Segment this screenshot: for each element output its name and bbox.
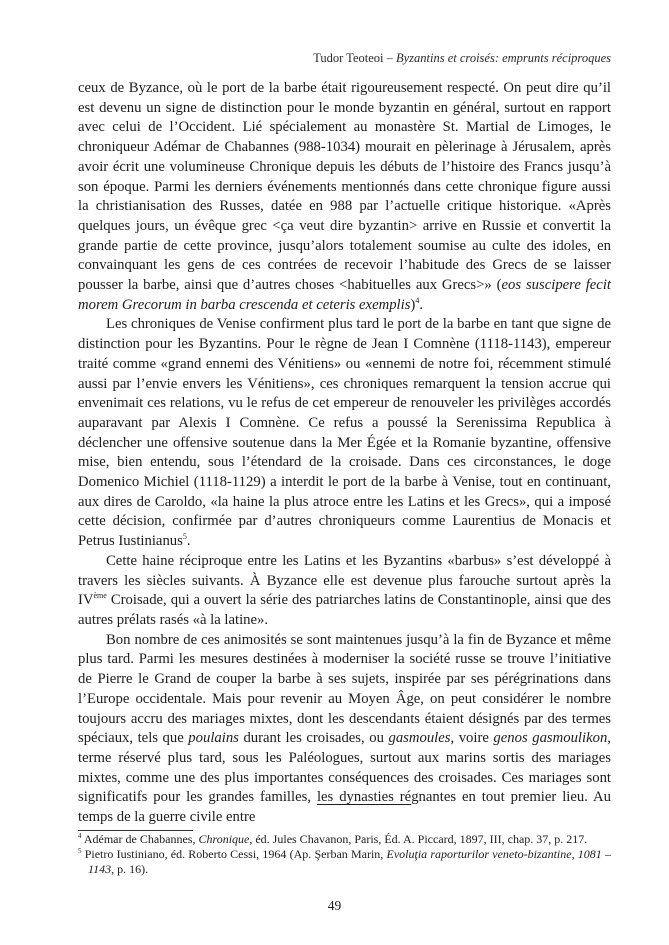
footnote-rule <box>78 830 193 831</box>
paragraph-4 <box>78 631 611 828</box>
footnote-ref-5[interactable]: 5 <box>182 532 187 542</box>
paragraph-3-text: Cette haine réciproque entre les Latins et les Byzantins «barbus» s’est développé à travers les siècles suivants. À Byzance elle est devenue plus farouche surtout après la IV <box>78 552 611 609</box>
header-author: Tudor Teoteoi <box>313 51 384 65</box>
footnote-5 <box>78 847 611 877</box>
paragraph-3-text-end: Croisade, qui a ouvert la série des patriarches latins de Constantinople, ainsi que des autres prélats rasés «à la latine». <box>78 592 611 628</box>
paragraph-2-text: Les chroniques de Venise confirment plus tard le port de la barbe en tant que signe de distinction pour les Byzantins. Pour le règne de Jean I Comnène (1118-1143), empereur traité comme «grand ennemi des Vénitiens» ou «ennemi de notre foi, récemment stimulé aussi par l’envie envers les Vénitiens», ces chroniques remarquent la tension accrue qui envenimait ces relations, vu le refus de cet empereur de renouveler les privilèges accordés auparavant par Alexis I Comnène. Ce refus a poussé la Serenissima Republica à déclencher une offensive soutenue dans la Mer Égée et la Romanie byzantine, offensive mise, bien entendu, sous l’étendard de la croisade. Dans ces circonstances, le doge Domenico Michiel (1118-1129) a interdit le port de la barbe à Venise, tout en continuant, aux dires de Caroldo, «la haine la plus atroce entre les Latins et les Grecs», qui a imposé cette décision, confirmée par d’autres chroniqueurs comme Laurentius de Monacis et Petrus Iustinianus <box>78 316 611 550</box>
running-head <box>313 51 611 66</box>
term-genos-gasmoulikon: genos gasmoulikon, <box>493 730 611 747</box>
latin-quote: eos suscipere fecit morem Grecorum in barba crescenda et ceteris exemplis <box>78 277 611 313</box>
paragraph-1-text: ceux de Byzance, où le port de la barbe était rigoureusement respecté. On peut dire qu’il est devenu un signe de distinction pour le monde byzantin en général, surtout en rapport avec celui de l’Occident. Lié spécialement au monastère St. Martial de Limoges, le chroniqueur Adémar de Chabannes (988-1034) mourait en pèlerinage à Jérusalem, après avoir écrit une volumineuse Chronique depuis les débuts de l’histoire des Francs jusqu’à son époque. Parmi les derniers événements mentionnés dans cette chronique figure aussi la christianisation des Russes, datée en 988 par l’actuelle critique historique. «Après quelques jours, un évêque grec <ça veut dire byzantin> arrive en Russie et convertit la grande partie de cette province, jusqu’alors totalement soumise au culte des idoles, en convainquant les gens de ces contrées de recevoir l’habitude des Grecs de se laisser pousser la barbe, ainsi que d’autres choses <habituelles aux Grecs>» ( <box>78 80 611 294</box>
footnotes <box>78 832 611 877</box>
body-text <box>78 79 611 828</box>
underlined-phrase: les dynasties ré <box>316 789 412 806</box>
paragraph-4-text: Bon nombre de ces animosités se sont maintenues jusqu’à la fin de Byzance et même plus tard. Parmi les mesures destinées à moderniser la société russe se trouve l’initiative de Pierre le Grand de couper la barbe à ses sujets, inspirée par ses pérégrinations dans l’Europe occidentale. Mais pour revenir au Moyen Âge, on peut considérer le nombre toujours accru des mariages mixtes, dont les descendants étaient désignés par des termes spéciaux, tels que <box>78 631 611 747</box>
paragraph-4-text-c: voire <box>454 730 494 747</box>
paragraph-1 <box>78 79 611 315</box>
paragraph-2 <box>78 315 611 551</box>
footnote-ref-4[interactable]: 4 <box>415 295 420 305</box>
footnote-5-text-end: p. 16). <box>114 862 149 876</box>
footnote-5-text: Pietro Iustiniano, éd. Roberto Cessi, 1964 (Ap. Şerban Marin, <box>81 847 387 861</box>
footnote-4-number: 4 <box>78 832 82 840</box>
paragraph-4-text-b: durant les croisades, ou <box>238 730 389 747</box>
footnote-4 <box>78 832 611 847</box>
page-number: 49 <box>327 898 342 913</box>
paragraph-1-tail: . <box>419 296 423 313</box>
footnote-4-title: Chronique, <box>198 832 253 846</box>
footnote-5-number: 5 <box>78 847 82 855</box>
footnote-4-text-end: éd. Jules Chavanon, Paris, Éd. A. Piccard, 1897, III, chap. 37, p. 217. <box>252 832 588 846</box>
header-title: Byzantins et croisés: emprunts réciproques <box>395 51 611 65</box>
header-separator: – <box>383 51 396 65</box>
term-poulains: poulains <box>188 730 239 747</box>
paragraph-2-tail: . <box>186 533 191 550</box>
footnote-5-title: Evoluţia raporturilor veneto-bizantine, 1081 – 1143, <box>88 847 611 876</box>
ordinal-superscript: ème <box>93 591 107 601</box>
paragraph-3 <box>78 552 611 631</box>
paragraph-1-close: ) <box>410 296 416 313</box>
paragraph-4-text-d: terme réservé plus tard, sous les Paléologues, surtout aux marins sortis des mariages mixtes, comme une des plus importantes conséquences des croisades. Ces mariages sont significatifs pour les grandes familles, <box>78 749 611 806</box>
term-gasmoules: gasmoules, <box>388 730 455 747</box>
footnote-4-text: Adémar de Chabannes, <box>81 832 199 846</box>
paragraph-4-text-e: gnantes en tout premier lieu. Au temps de la guerre civile entre <box>78 789 611 826</box>
